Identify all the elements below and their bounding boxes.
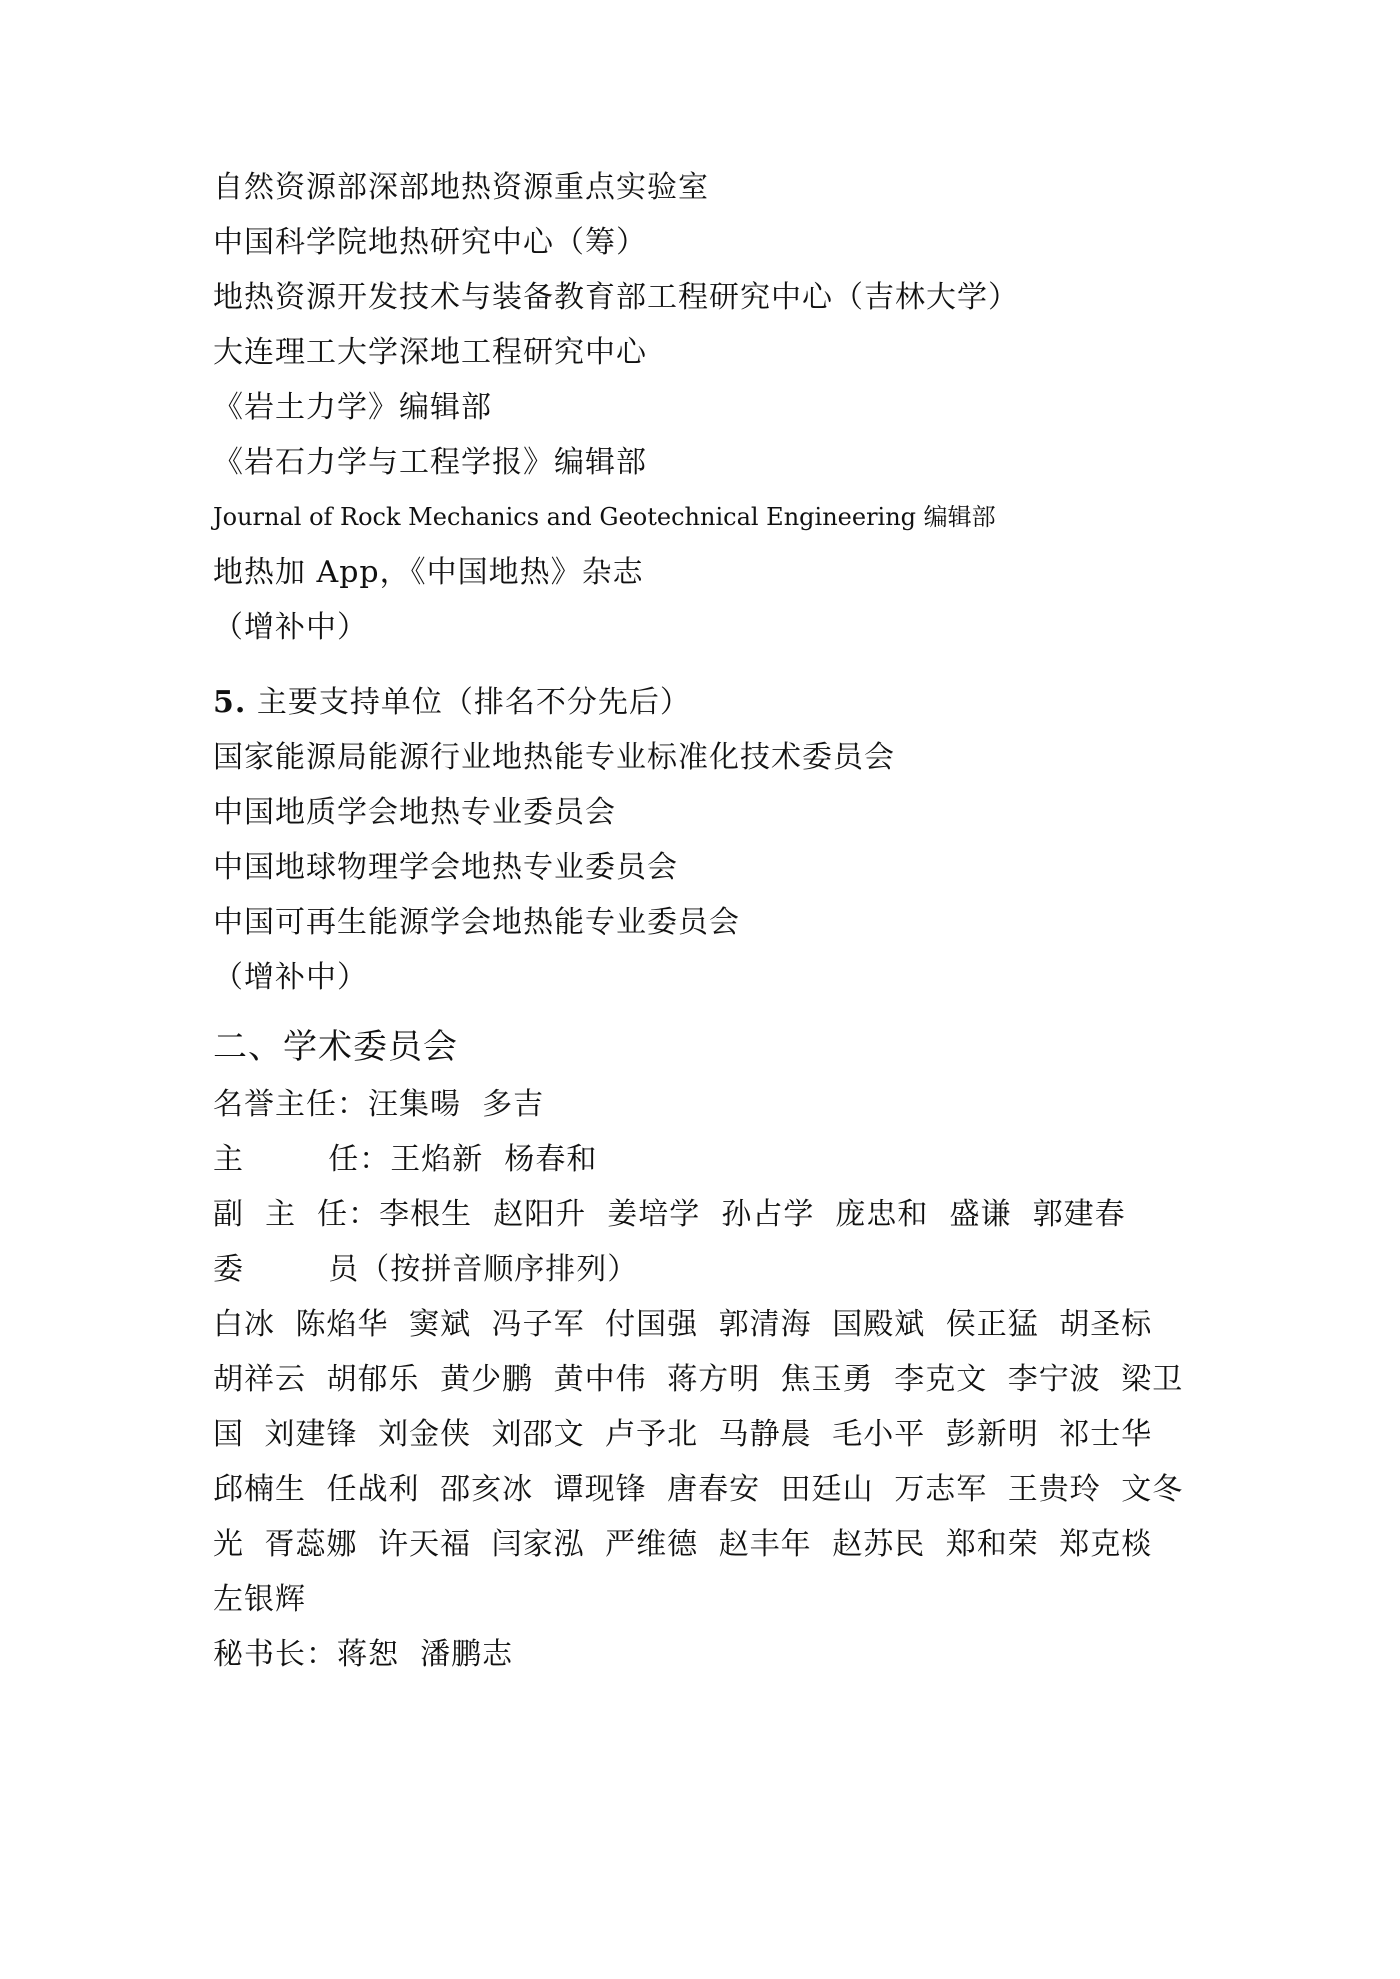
- support-unit-line: 中国地球物理学会地热专业委员会: [213, 850, 678, 885]
- organizer-line-journal: Journal of Rock Mechanics and Geotechnical Engineering 编辑部: [213, 503, 996, 531]
- document-page: [213, 160, 1203, 1682]
- organizer-line: 中国科学院地热研究中心（筹）: [213, 225, 647, 260]
- members-list: 白冰 陈焰华 窦斌 冯子军 付国强 郭清海 国殿斌 侯正猛 胡圣标 胡祥云 胡郁乐 黄少鹏 黄中伟 蒋方明 焦玉勇 李克文 李宁波 梁卫国 刘建锋 刘金侠 刘邵文 卢予北 马静晨 毛小平 彭新明 祁士华 邱楠生 任战利 邵亥冰 谭现锋 唐春安 田廷山 万志军 王贵玲 文冬光 胥蕊娜 许天福 闫家泓 严维德 赵丰年 赵苏民 郑和荣 郑克棪 左银辉: [213, 1307, 1184, 1617]
- support-unit-line: 中国地质学会地热专业委员会: [213, 795, 616, 830]
- organizer-line: 地热加 App，《中国地热》杂志: [213, 555, 644, 590]
- support-pending-note: （增补中）: [213, 960, 368, 995]
- support-unit-line: 中国可再生能源学会地热能专业委员会: [213, 905, 740, 940]
- organizer-line: 大连理工大学深地工程研究中心: [213, 335, 647, 370]
- honorary-chair-line: 名誉主任：汪集暘 多吉: [213, 1087, 545, 1122]
- vice-chair-line: 副 主 任：李根生 赵阳升 姜培学 孙占学 庞忠和 盛谦 郭建春: [213, 1197, 1126, 1232]
- organizer-line: 《岩石力学与工程学报》编辑部: [213, 445, 647, 480]
- members-label-line: 委 员（按拼音顺序排列）: [213, 1252, 639, 1287]
- support-section-title: 主要支持单位（排名不分先后）: [246, 685, 691, 720]
- committee-heading: 二、学术委员会: [213, 1027, 458, 1067]
- secretary-general-line: 秘书长：蒋恕 潘鹏志: [213, 1637, 514, 1672]
- chair-line: 主 任：王焰新 杨春和: [213, 1142, 598, 1177]
- organizer-line: 《岩土力学》编辑部: [213, 390, 492, 425]
- support-section-heading: [213, 675, 1203, 730]
- organizer-pending-note: （增补中）: [213, 610, 368, 645]
- support-unit-line: 国家能源局能源行业地热能专业标准化技术委员会: [213, 740, 895, 775]
- organizer-line: 自然资源部深部地热资源重点实验室: [213, 170, 709, 205]
- organizer-line: 地热资源开发技术与装备教育部工程研究中心（吉林大学）: [213, 280, 1019, 315]
- support-section-number: 5.: [213, 685, 247, 720]
